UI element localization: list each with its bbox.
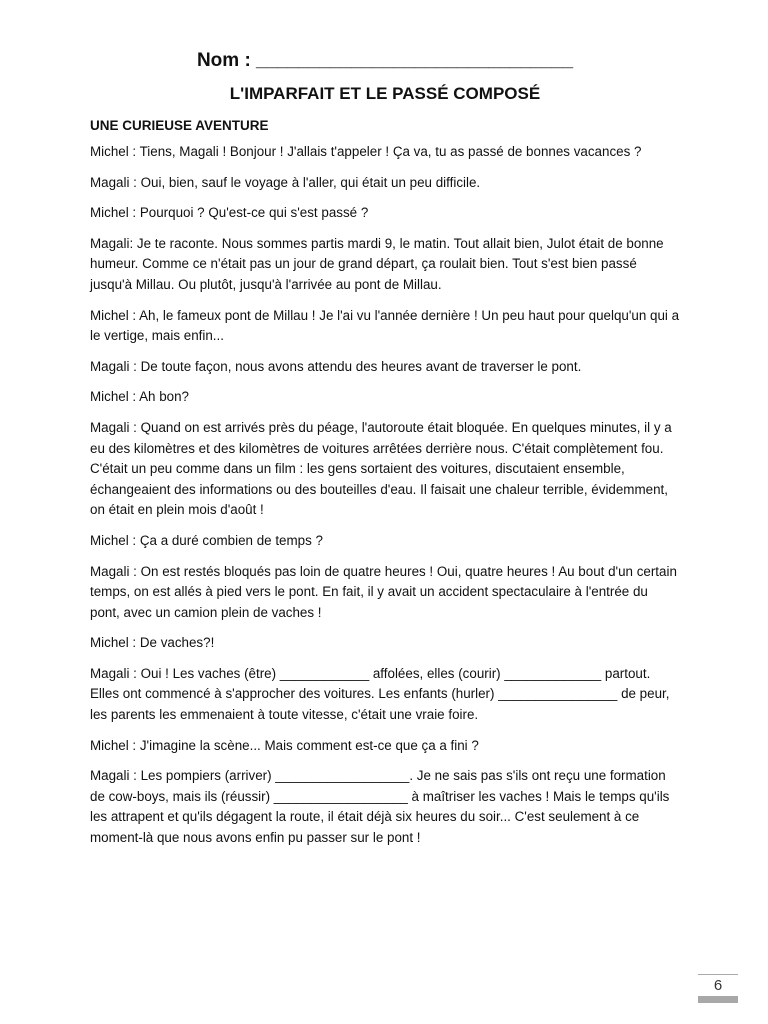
page-number-bar bbox=[698, 996, 738, 1003]
dialogue-line-14: Magali : Les pompiers (arriver) __________________. Je ne sais pas s'ils ont reçu une formation de cow-boys, mais ils (réussir) __________________ à maîtriser les vaches ! Mais le temps qu'ils les attrapent et qu'ils dégagent la route, il était déjà six heures du soir... C'est seulement à ce moment-là que nous avons enfin pu passer sur le pont ! bbox=[90, 768, 670, 846]
dialogue-line-8: Magali : Quand on est arrivés près du péage, l'autoroute était bloquée. En quelques minutes, il y a eu des kilomètres et des kilomètres de voitures arrêtées derrière nous. C'était complètement fou. C'était un peu comme dans un film : les gens sortaient des voitures, discutaient ensemble, échangeaient des informations ou des bouteilles d'eau. Il faisait une chaleur terrible, évidemment, on était en plein mois d'août ! bbox=[90, 419, 672, 518]
dialogue-line-5: Michel : Ah, le fameux pont de Millau ! Je l'ai vu l'année dernière ! Un peu haut pour quelqu'un qui a le vertige, mais enfin... bbox=[90, 307, 680, 344]
dialogue-line-12: Magali : Oui ! Les vaches (être) ____________ affolées, elles (courir) _____________ partout. Elles ont commencé à s'approcher des voitures. Les enfants (hurler) ________________ de peur, les parents les emmenaient à toute vitesse, c'était une vraie foire. bbox=[90, 665, 670, 723]
dialogue-line-10: Magali : On est restés bloqués pas loin de quatre heures ! Oui, quatre heures ! Au bout d'un certain temps, on est allés à pied vers le pont. En fait, il y avait un accident spectaculaire à l'entrée du pont, avec un camion plein de vaches ! bbox=[90, 563, 677, 620]
page-number: 6 bbox=[698, 974, 738, 994]
dialogue-line-13: Michel : J'imagine la scène... Mais comment est-ce que ça a fini ? bbox=[90, 737, 479, 753]
dialogue-line-7: Michel : Ah bon? bbox=[90, 389, 190, 405]
dialogue-line-11: Michel : De vaches?! bbox=[90, 635, 215, 651]
section-subtitle: UNE CURIEUSE AVENTURE bbox=[90, 118, 269, 133]
dialogue-line-4: Magali: Je te raconte. Nous sommes partis mardi 9, le matin. Tout allait bien, Julot était de bonne humeur. Comme ce n'était pas un jour de grand départ, ça roulait bien. Tout s'est bien passé jusqu'à Millau. Ou plutôt, jusqu'à l'arrivée au pont de Millau. bbox=[90, 235, 664, 292]
dialogue-line-3: Michel : Pourquoi ? Qu'est-ce qui s'est passé ? bbox=[90, 205, 369, 221]
dialogue-line-2: Magali : Oui, bien, sauf le voyage à l'aller, qui était un peu difficile. bbox=[90, 174, 481, 190]
page-title: L'IMPARFAIT ET LE PASSÉ COMPOSÉ bbox=[229, 84, 541, 103]
dialogue-line-6: Magali : De toute façon, nous avons attendu des heures avant de traverser le pont. bbox=[90, 358, 582, 374]
worksheet-page bbox=[90, 50, 680, 859]
name-line: Nom : ______________________________ bbox=[196, 50, 574, 71]
dialogue-line-1: Michel : Tiens, Magali ! Bonjour ! J'allais t'appeler ! Ça va, tu as passé de bonnes vacances ? bbox=[90, 144, 642, 159]
dialogue-line-9: Michel : Ça a duré combien de temps ? bbox=[90, 532, 323, 548]
